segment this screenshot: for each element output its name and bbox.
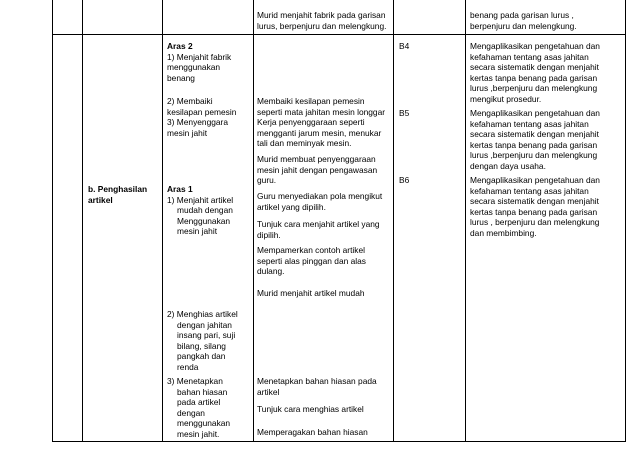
aras2-item2: 2) Membaiki kesilapan pemesin	[167, 96, 237, 117]
activity-5: Tunjuk cara menjahit artikel yang dipilih.	[257, 219, 380, 240]
activity-1: Membaiki kesilapan pemesin seperti mata jahitan mesin longgar	[257, 96, 386, 117]
descriptor-b5: Mengaplikasikan pengetahuan dan kefahaman tentang asas jahitan secara sistematik dengan menjahit kertas tanpa benang pada garisan lurus ,berpenjuru dan melengkung dengan daya usaha.	[470, 108, 600, 171]
activity-10: Memperagakan bahan hiasan	[257, 427, 368, 437]
band-b4: B4	[399, 41, 410, 51]
aras1-title: Aras 1	[167, 184, 193, 194]
column-rule	[82, 0, 83, 442]
column-rule	[162, 0, 163, 442]
row-rule	[52, 441, 625, 442]
outcome-continued: benang pada garisan lurus , berpenjuru dan melengkung.	[470, 10, 577, 31]
column-rule	[52, 0, 53, 442]
activity-continued: Murid menjahit fabrik pada garisan lurus, berpenjuru dan melengkung.	[257, 10, 387, 31]
aras2-block: Aras 2 1) Menjahit fabrik menggunakan benang	[167, 41, 232, 83]
activity-9: Tunjuk cara menghias artikel	[257, 404, 364, 414]
aras1-item3: 3) Menetapkan bahan hiasan pada artikel dengan menggunakan mesin jahit.	[167, 376, 231, 439]
descriptor-b6: Mengaplikasikan pengetahuan dan kefahaman tentang asas jahitan secara sistematik dengan menjahit kertas tanpa benang pada garisan lurus , berpenjuru dan melengkung dan membimbing.	[470, 175, 600, 238]
descriptor-b4: Mengaplikasikan pengetahuan dan kefahaman tentang asas jahitan secara sistematik dengan menjahit kertas tanpa benang pada garisan lurus ,berpenjuru dan melengkung mengikut prosedur.	[470, 41, 600, 104]
column-rule	[253, 0, 254, 442]
column-rule	[393, 0, 394, 442]
band-b6: B6	[399, 175, 410, 185]
band-b5: B5	[399, 108, 410, 118]
row-rule	[52, 34, 625, 35]
activity-4: Guru menyediakan pola mengikut artikel yang dipilih.	[257, 191, 383, 212]
column-rule	[465, 0, 466, 442]
column-rule	[625, 0, 626, 442]
aras2-title: Aras 2	[167, 41, 193, 51]
activity-8: Menetapkan bahan hiasan pada artikel	[257, 376, 377, 397]
activity-6: Mempamerkan contoh artikel seperti alas pinggan dan alas dulang.	[257, 245, 366, 277]
activity-2: Kerja penyenggaraan seperti mengganti jarum mesin, menukar tali dan meminyak mesin.	[257, 117, 382, 149]
activity-3: Murid membuat penyenggaraan mesin jahit dengan pengawasan guru.	[257, 154, 378, 186]
aras1-item2: 2) Menghias artikel dengan jahitan insang pari, suji bilang, silang pangkah dan renda	[167, 309, 238, 372]
aras2-item3: 3) Menyenggara mesin jahit	[167, 117, 228, 138]
row-heading: b. Penghasilan artikel	[88, 184, 148, 205]
aras1-block: Aras 1 1) Menjahit artikel mudah dengan Menggunakan mesin jahit	[167, 184, 234, 237]
activity-7: Murid menjahit artikel mudah	[257, 288, 365, 298]
